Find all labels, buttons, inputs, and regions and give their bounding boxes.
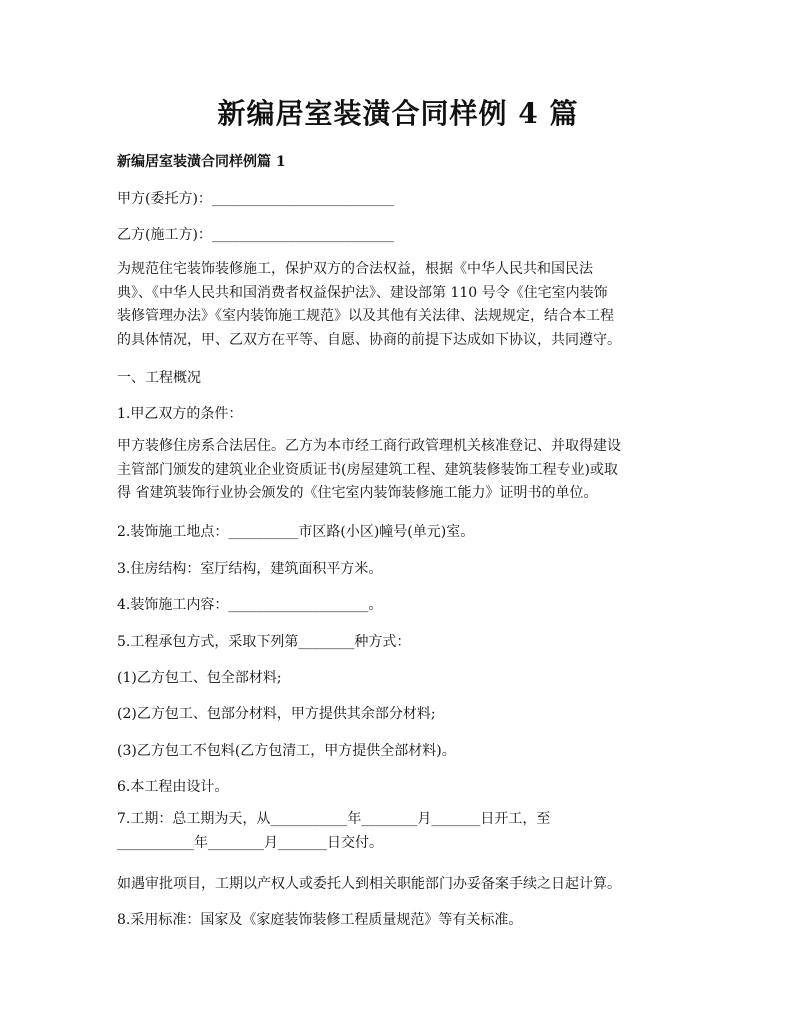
heading-project-overview: 一、工程概况 <box>117 370 201 386</box>
party-b-line: 乙方(施工方)：__________________________ <box>117 227 394 243</box>
item-4-content: 4.装饰施工内容：____________________。 <box>117 597 383 613</box>
item-6-design: 6.本工程由设计。 <box>117 779 229 795</box>
intro-line: 的具体情况，甲、乙双方在平等、自愿、协商的前提下达成如下协议，共同遵守。 <box>117 331 621 348</box>
conditions-paragraph <box>117 435 689 506</box>
option-1: (1)乙方包工、包全部材料; <box>117 670 282 686</box>
conditions-line: 得 省建筑装饰行业协会颁发的《住宅室内装饰装修施工能力》证明书的单位。 <box>117 485 598 501</box>
intro-paragraph <box>117 258 689 352</box>
item-3-structure: 3.住房结构：室厅结构，建筑面积平方米。 <box>117 561 383 577</box>
item-8-standards: 8.采用标准：国家及《家庭装饰装修工程质量规范》等有关标准。 <box>117 912 523 928</box>
item-7-schedule <box>117 808 689 855</box>
conditions-line: 主管部门颁发的建筑业企业资质证书(房屋建筑工程、建筑装修装饰工程专业)或取 <box>117 461 618 478</box>
item-2-location: 2.装饰施工地点：__________市区路(小区)幢号(单元)室。 <box>117 524 475 540</box>
conditions-line: 甲方装修住房系合法居住。乙方为本市经工商行政管理机关核准登记、并取得建设 <box>117 438 621 454</box>
option-2: (2)乙方包工、包部分材料，甲方提供其余部分材料; <box>117 706 436 722</box>
schedule-line: 7.工期：总工期为天，从___________年________月_______日开工，至 <box>117 811 551 827</box>
document-title: 新编居室装潢合同样例 4 篇 <box>217 97 579 130</box>
schedule-line: ___________年________月_______日交付。 <box>117 834 383 851</box>
option-3: (3)乙方包工不包料(乙方包清工，甲方提供全部材料)。 <box>117 743 456 759</box>
intro-line: 为规范住宅装饰装修施工，保护双方的合法权益，根据《中华人民共和国民法 <box>117 261 593 277</box>
item-1-conditions: 1.甲乙双方的条件： <box>117 406 243 422</box>
party-a-line: 甲方(委托方)：__________________________ <box>117 191 394 207</box>
item-5-contract-method: 5.工程承包方式，采取下列第________种方式： <box>117 634 411 650</box>
section-title: 新编居室装潢合同样例篇 1 <box>117 154 286 170</box>
intro-line: 典》、《中华人民共和国消费者权益保护法》、建设部第 110 号令《住宅室内装饰 <box>117 284 608 301</box>
intro-line: 装修管理办法》《室内装饰施工规范》以及其他有关法律、法规规定，结合本工程 <box>117 308 614 324</box>
approval-note: 如遇审批项目，工期以产权人或委托人到相关职能部门办妥备案手续之日起计算。 <box>117 876 621 892</box>
